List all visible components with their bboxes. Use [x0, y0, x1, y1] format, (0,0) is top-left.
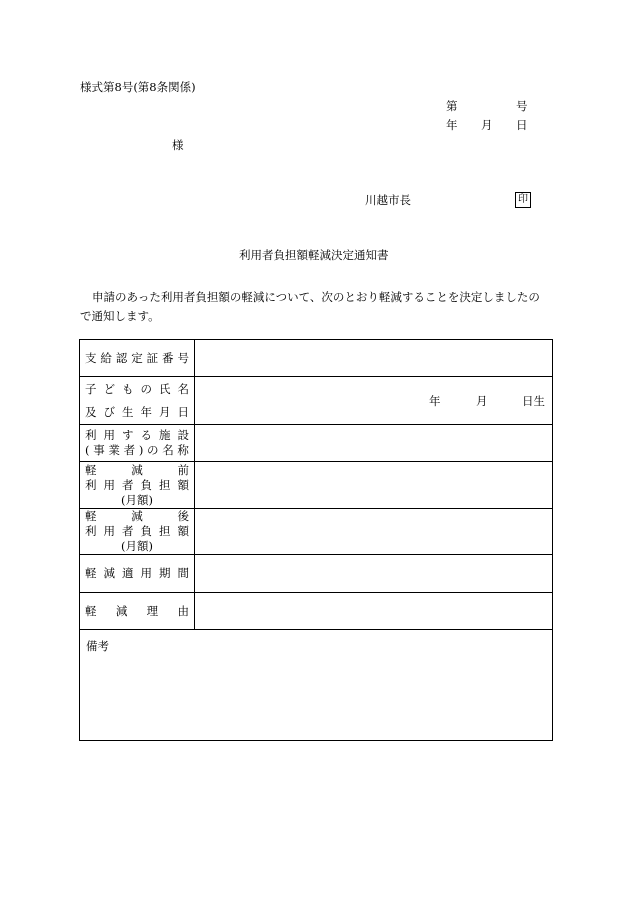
- body-line-1: 申請のあった利用者負担額の軽減について、次のとおり軽減することを決定しましたの: [92, 290, 540, 304]
- number-suffix: 号: [516, 99, 528, 113]
- date-day: 日: [516, 118, 528, 132]
- value-child-name: [195, 377, 553, 425]
- recipient-suffix: 様: [172, 138, 184, 152]
- body-text: [80, 288, 555, 326]
- value-period: [195, 555, 553, 593]
- seal-icon: 印: [515, 192, 531, 208]
- body-line-2: で通知します。: [80, 309, 160, 323]
- value-certificate-number: [195, 340, 553, 377]
- date-month: 月: [481, 118, 493, 132]
- notes-cell: [80, 630, 553, 741]
- birth-month: 月: [476, 393, 488, 408]
- value-reason: [195, 593, 553, 630]
- label-reason: 軽 減 理 由: [80, 593, 195, 630]
- table-row: [80, 593, 553, 630]
- label-certificate-number: 支 給 認 定 証 番 号: [80, 340, 195, 377]
- table-row: [80, 425, 553, 462]
- date-year: 年: [446, 118, 458, 132]
- label-period: 軽 減 適 用 期 間: [80, 555, 195, 593]
- table-row: [80, 555, 553, 593]
- table-row: [80, 377, 553, 425]
- table-row: [80, 462, 553, 509]
- label-after-reduction: 軽 減 後 利 用 者 負 担 額 (月額): [80, 509, 195, 555]
- label-before-reduction: 軽 減 前 利 用 者 負 担 額 (月額): [80, 462, 195, 509]
- form-id: 様式第8号(第8条関係): [80, 80, 196, 94]
- document-title: 利用者負担額軽減決定通知書: [239, 248, 389, 262]
- label-child-name: 子 ど も の 氏 名 及 び 生 年 月 日: [80, 377, 195, 425]
- table-row: [80, 509, 553, 555]
- value-before-reduction: [195, 462, 553, 509]
- form-table: [79, 339, 553, 741]
- birth-day: 日生: [522, 393, 545, 408]
- notes-label: 備考: [86, 639, 109, 653]
- value-facility: [195, 425, 553, 462]
- value-after-reduction: [195, 509, 553, 555]
- table-row: [80, 630, 553, 741]
- label-facility: 利 用 す る 施 設 ( 事 業 者 ) の 名 称: [80, 425, 195, 462]
- issuer: 川越市長: [365, 193, 411, 207]
- table-row: [80, 340, 553, 377]
- number-prefix: 第: [446, 99, 458, 113]
- birth-year: 年: [429, 393, 441, 408]
